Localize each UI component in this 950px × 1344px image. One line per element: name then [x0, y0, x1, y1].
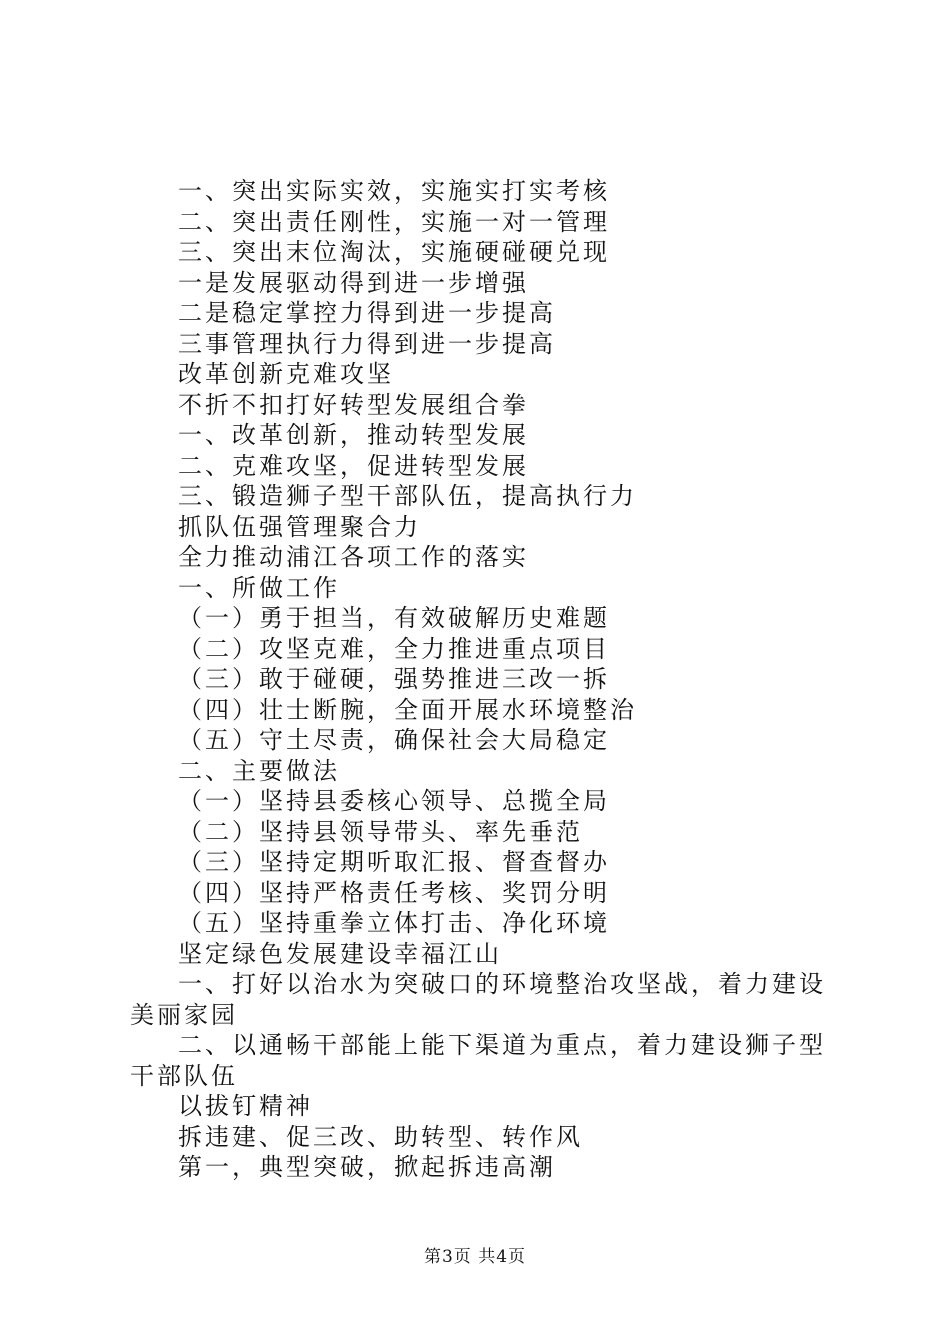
text-line: 二、克难攻坚，促进转型发展: [178, 451, 529, 480]
document-body: [130, 176, 840, 1183]
section-heading: 抓队伍强管理聚合力: [178, 512, 421, 541]
text-line: （二）攻坚克难，全力推进重点项目: [178, 634, 610, 663]
text-line: 三、突出末位淘汰，实施硬碰硬兑现: [178, 238, 610, 266]
section-heading: 以拔钉精神: [178, 1092, 313, 1120]
text-line: （五）守土尽责，确保社会大局稳定: [178, 726, 610, 754]
section-heading: 全力推动浦江各项工作的落实: [178, 543, 529, 571]
text-line: 一、所做工作: [178, 573, 340, 602]
text-line: 一、改革创新，推动转型发展: [178, 421, 529, 449]
text-line: （一）坚持县委核心领导、总揽全局: [178, 787, 610, 815]
page-number-footer: 第3页 共4页: [423, 1247, 527, 1267]
text-line: （三）坚持定期听取汇报、督查督办: [178, 848, 610, 876]
text-line: 二是稳定掌控力得到进一步提高: [178, 299, 556, 327]
text-line: （四）壮士断腕，全面开展水环境整治: [178, 695, 637, 724]
text-line: （五）坚持重拳立体打击、净化环境: [178, 909, 610, 937]
text-line: （二）坚持县领导带头、率先垂范: [178, 817, 583, 846]
text-line: 三、锻造狮子型干部队伍，提高执行力: [178, 482, 637, 510]
text-line: （三）敢于碰硬，强势推进三改一拆: [178, 665, 610, 693]
section-heading: 不折不扣打好转型发展组合拳: [178, 390, 529, 419]
text-line: 一是发展驱动得到进一步增强: [178, 268, 529, 297]
text-line: （一）勇于担当，有效破解历史难题: [178, 604, 610, 632]
text-line: （四）坚持严格责任考核、奖罚分明: [178, 878, 610, 907]
section-heading: 坚定绿色发展建设幸福江山: [178, 939, 502, 968]
text-paragraph: 一、打好以治水为突破口的环境整治攻坚战，着力建设美丽家园: [130, 970, 826, 1029]
text-line: 二、主要做法: [178, 756, 340, 785]
text-line: 三事管理执行力得到进一步提高: [178, 329, 556, 358]
text-line: 一、突出实际实效，实施实打实考核: [178, 177, 610, 205]
section-heading: 改革创新克难攻坚: [178, 360, 394, 388]
section-heading: 拆违建、促三改、助转型、转作风: [178, 1122, 583, 1151]
text-paragraph: 二、以通畅干部能上能下渠道为重点，着力建设狮子型干部队伍: [130, 1031, 826, 1090]
text-line: 二、突出责任刚性，实施一对一管理: [178, 207, 610, 236]
text-line: 第一，典型突破，掀起拆违高潮: [178, 1153, 556, 1181]
